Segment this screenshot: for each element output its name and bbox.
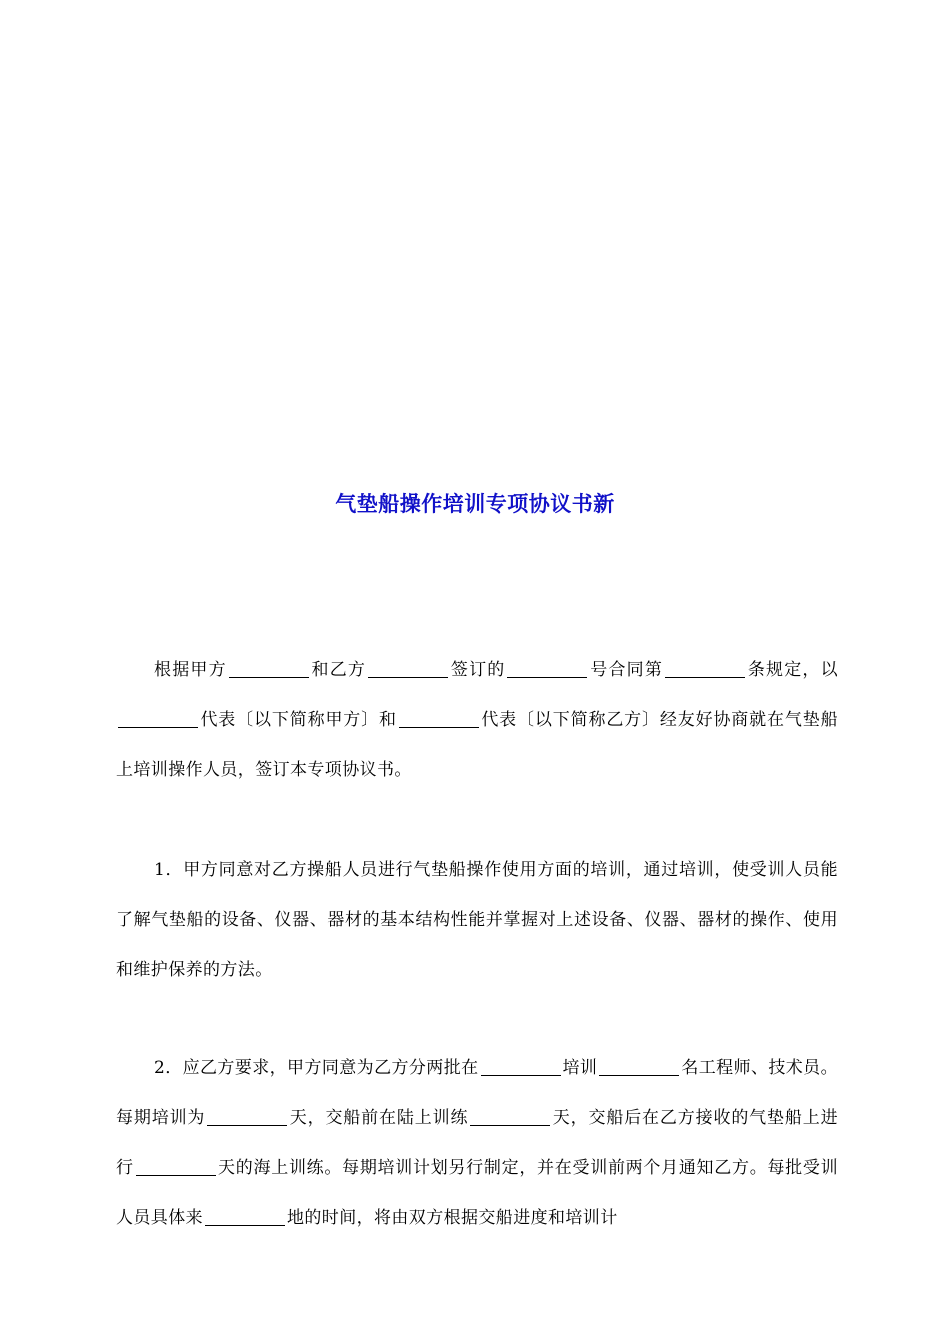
document-title: 气垫船操作培训专项协议书新 (335, 492, 615, 516)
text-segment: 根据甲方 (154, 660, 227, 680)
text-segment: 在气垫船上培训操作人员，签订本专项协议书。 (116, 710, 838, 780)
fill-blank (399, 710, 479, 728)
text-segment: 和乙方 (310, 660, 367, 680)
text-segment: 号合同第 (589, 660, 664, 680)
paragraph-clause-1: 1．甲方同意对乙方操船人员进行气垫船操作使用方面的培训，通过培训，使受训人员能了解气垫船的设备、仪器、器材的基本结构性能并掌握对上述设备、仪器、器材的操作、使用和维护保养的方法。 (116, 860, 838, 980)
text-segment: 名工程师、技术员。每期培训为 (116, 1058, 838, 1128)
text-segment: 代表〔以下简称乙方〕经友好协商就 (480, 710, 768, 730)
text-segment: 签订的 (450, 660, 506, 680)
fill-blank (118, 710, 198, 728)
paragraph-preamble (116, 645, 838, 795)
text-segment: 天，交船后在乙方接收的气垫船上进行 (116, 1108, 839, 1178)
fill-blank (507, 660, 587, 678)
fill-blank (470, 1108, 550, 1126)
text-segment: 天，交船前在陆上训练 (289, 1108, 469, 1128)
fill-blank (207, 1108, 287, 1126)
text-segment: 天的海上训练。每期培训计划另行制定，并在受训前两个月通知乙方。每批受训人员具体来 (116, 1158, 839, 1228)
text-segment: 培训 (562, 1058, 598, 1078)
text-segment: 2．应乙方要求，甲方同意为乙方分两批在 (154, 1058, 479, 1078)
text-segment: 条规定， (747, 660, 821, 680)
fill-blank (368, 660, 448, 678)
fill-blank (599, 1058, 679, 1076)
text-segment: 代表〔以下简称甲方〕和 (200, 710, 397, 730)
fill-blank (205, 1208, 285, 1226)
fill-blank (665, 660, 745, 678)
paragraph-clause-2 (116, 1043, 838, 1243)
text-segment: 以 (820, 660, 838, 680)
text-segment: 地的时间，将由双方根据交船进度和培训计 (287, 1208, 618, 1228)
fill-blank (229, 660, 309, 678)
fill-blank (136, 1158, 216, 1176)
fill-blank (481, 1058, 561, 1076)
